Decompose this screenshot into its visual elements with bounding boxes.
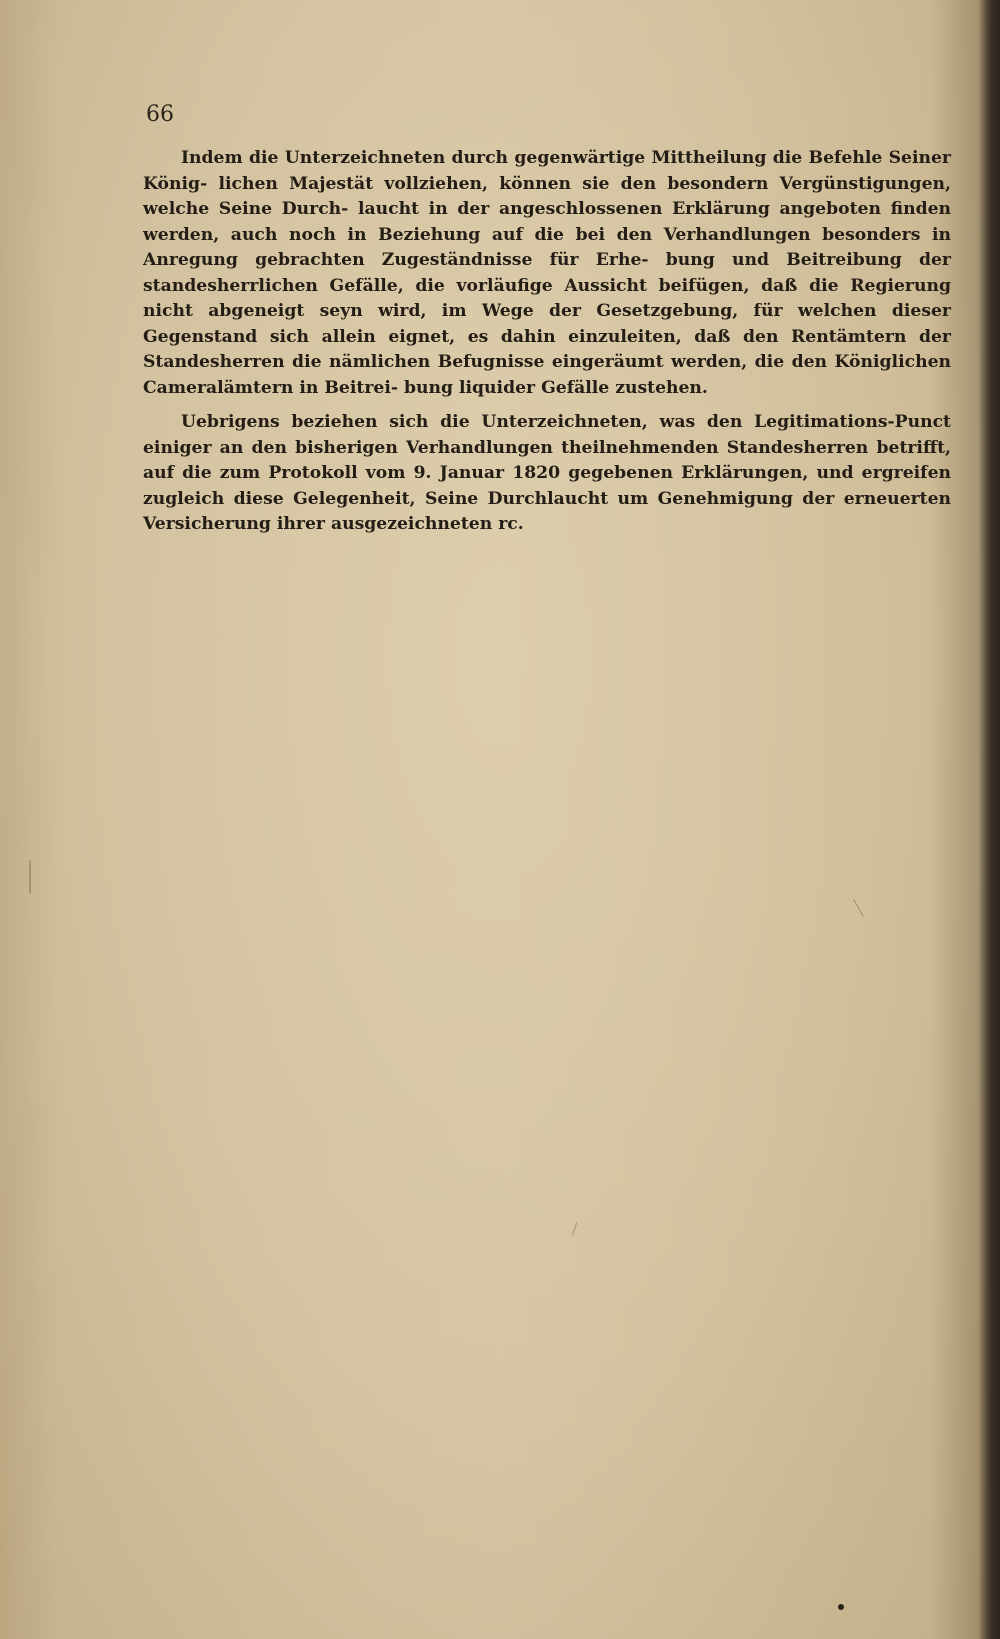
text-line: lichen Majestät vollziehen, können sie den besondern Vergünstigungen, welche Seine Durch- (143, 173, 951, 219)
text-line: Indem die Unterzeichneten durch gegenwärtige Mittheilung die Befehle Seiner König- (143, 148, 951, 194)
page-edge-shadow (978, 0, 1000, 1639)
paper-scratch (29, 860, 31, 894)
text-line: auf die bei den Verhandlungen besonders in Anregung gebrachten Zugeständnisse für Erhe- (143, 224, 952, 270)
text-line: die nämlichen Befugnisse eingeräumt werden, die den Königlichen Cameralämtern in Beitrei- (143, 352, 952, 398)
page-number: 66 (146, 102, 174, 127)
text-line: bung und Beitreibung der standesherrlichen Gefälle, die vorläufige Aussicht beifügen, daß (143, 250, 951, 296)
paper-scratch (853, 899, 864, 917)
text-line: laucht in der angeschlossenen Erklärung angeboten finden werden, auch noch in Beziehung (143, 199, 952, 245)
body-text (143, 146, 951, 538)
text-line: bung liquider Gefälle zustehen. (403, 377, 708, 398)
text-line: die Regierung nicht abgeneigt seyn wird, im Wege der Gesetzgebung, für welchen dieser (143, 275, 952, 321)
ink-speck (838, 1604, 844, 1610)
text-line: Gegenstand sich allein eignet, es dahin einzuleiten, daß den Rentämtern der Standesherren (143, 326, 951, 372)
paper-scratch (572, 1222, 578, 1235)
paragraph-1 (143, 146, 951, 401)
paragraph-2 (143, 410, 951, 538)
text-line: den bisherigen Verhandlungen theilnehmenden Standesherren betrifft, auf die zum Protokoll (143, 437, 951, 483)
text-line: vom 9. Januar 1820 gegebenen Erklärungen, und ergreifen zugleich diese Gelegenheit, Seine (143, 463, 951, 509)
text-line: Uebrigens beziehen sich die Unterzeichneten, was den Legitimations-Punct einiger an (143, 412, 951, 458)
text-line: Durchlaucht um Genehmigung der erneuerten Versicherung ihrer ausgezeichneten rc. (143, 488, 951, 534)
